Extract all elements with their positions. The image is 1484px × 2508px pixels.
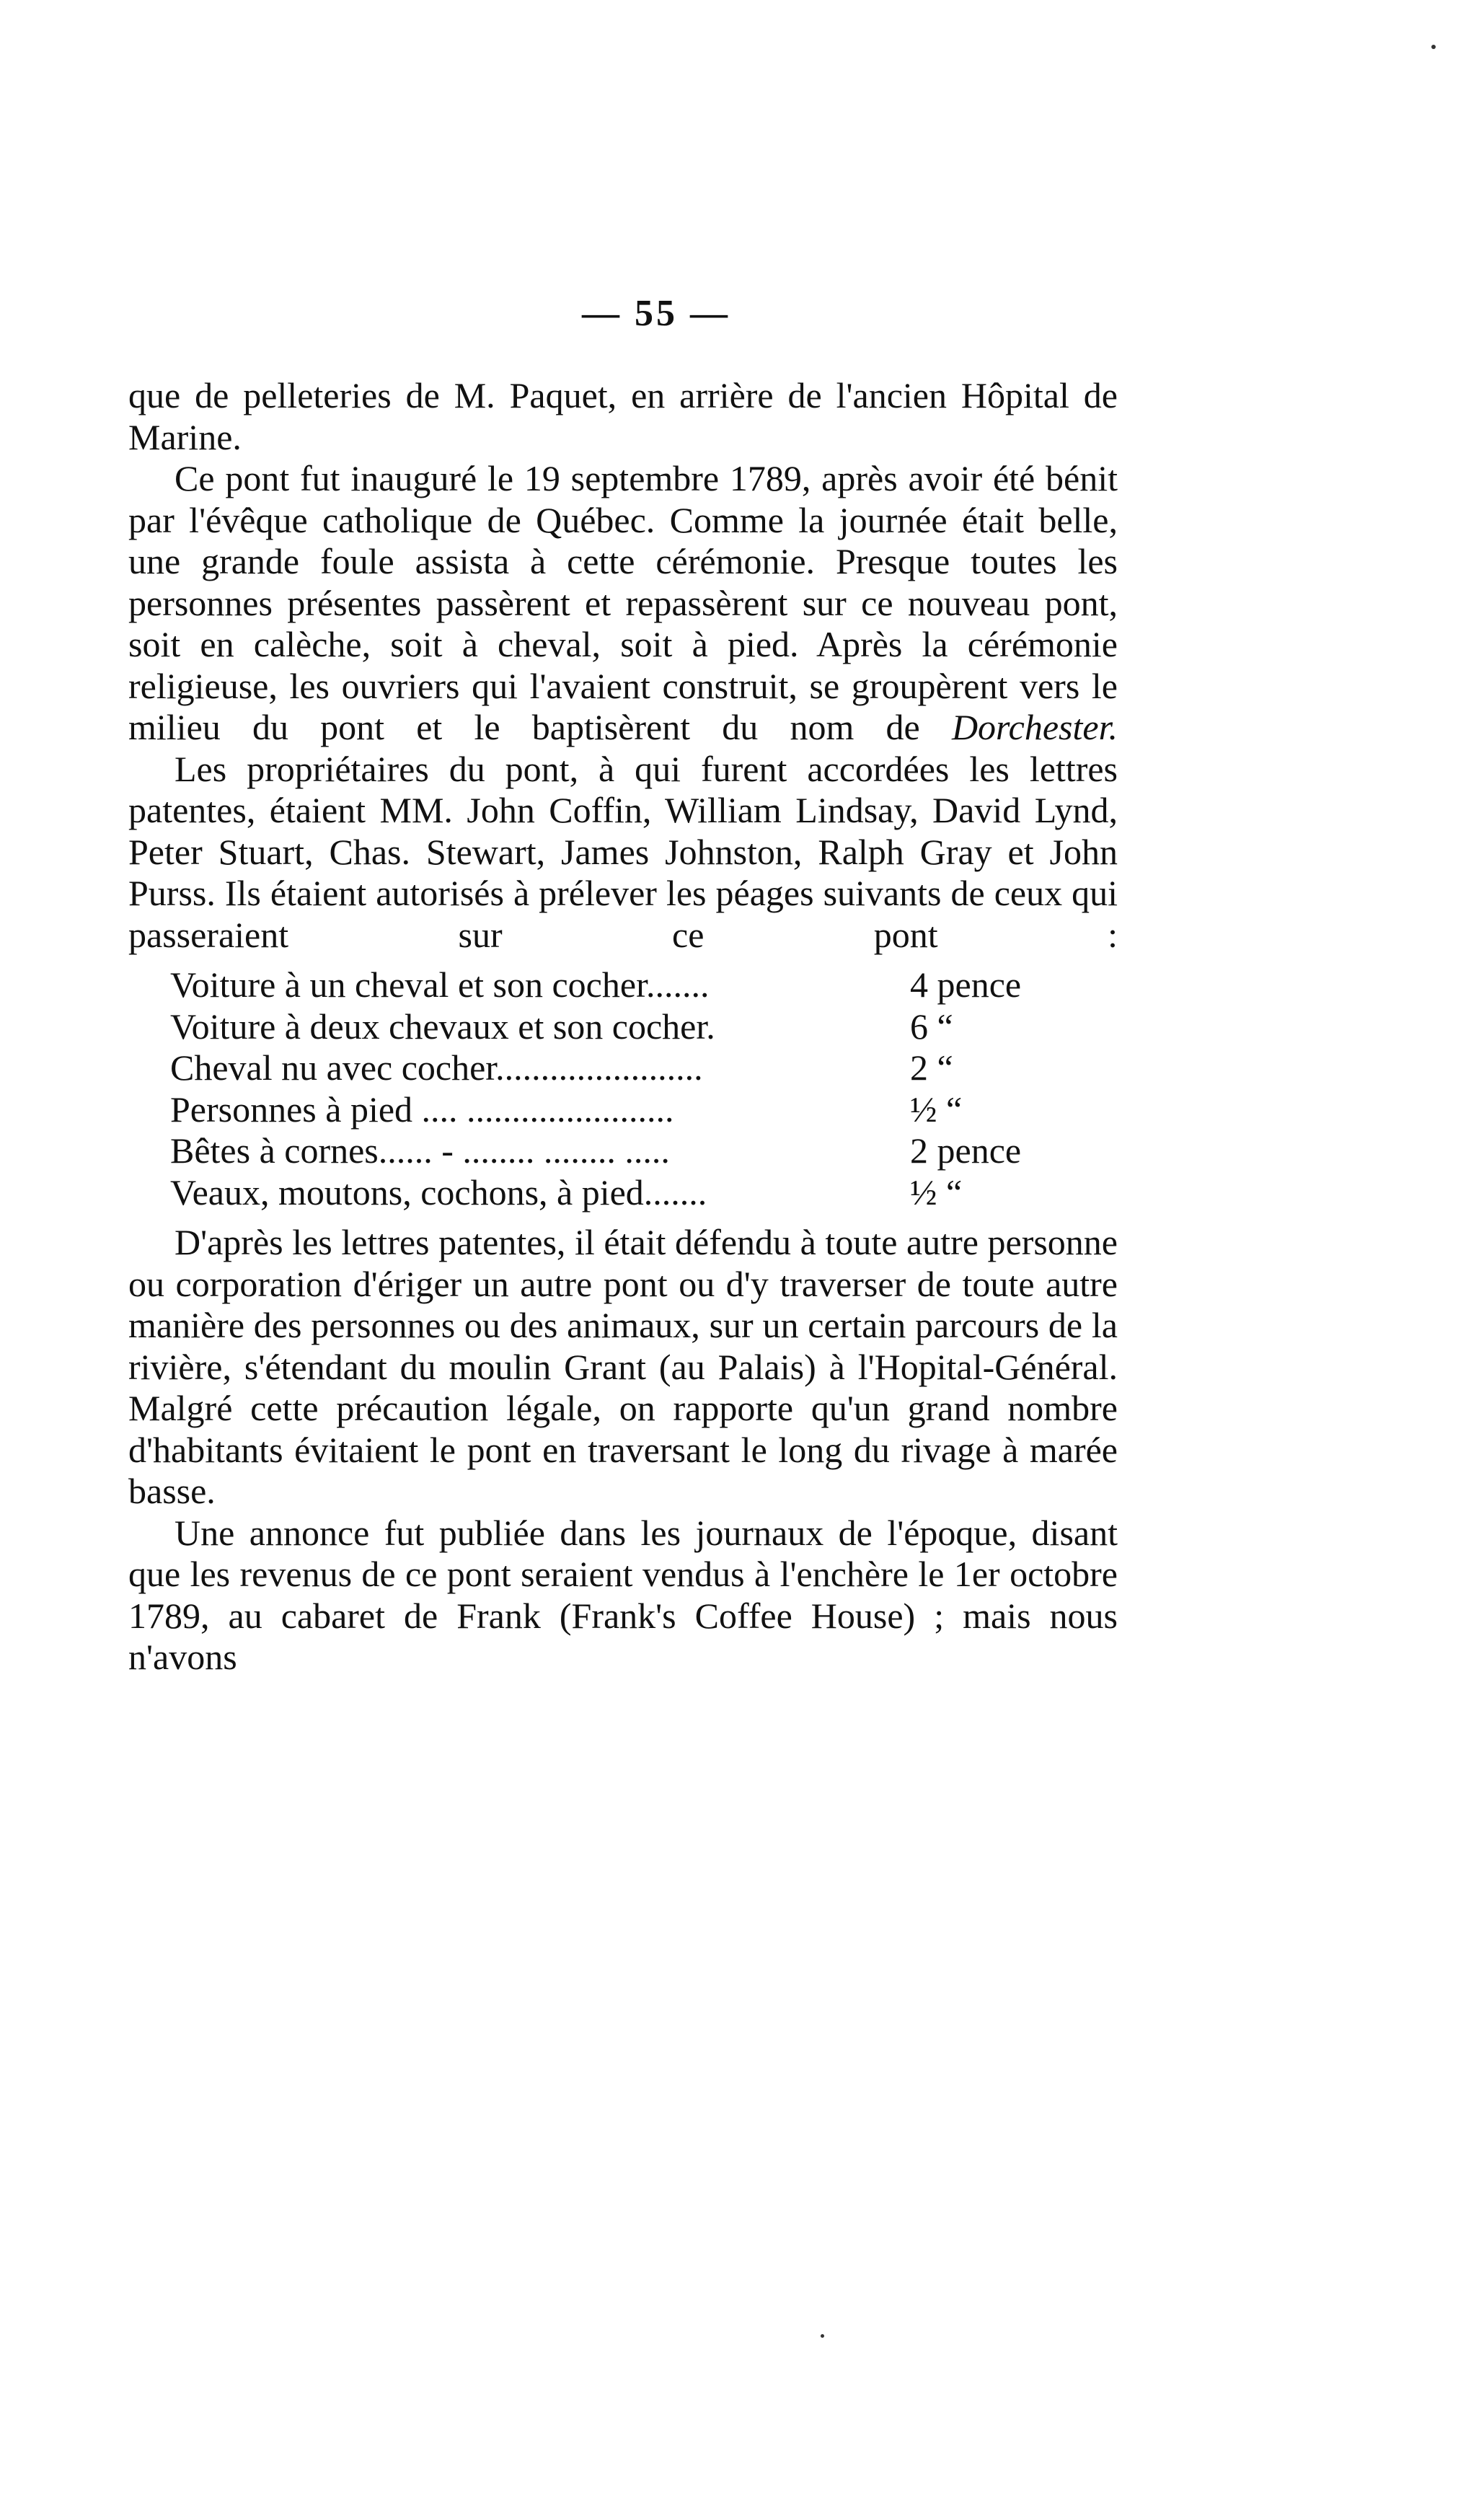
toll-row xyxy=(170,1089,1093,1131)
paragraph-2 xyxy=(128,458,1118,749)
toll-row xyxy=(170,1006,1093,1048)
toll-item: Personnes à pied .... ....................... xyxy=(170,1088,674,1130)
toll-row xyxy=(170,964,1093,1006)
toll-item: Veaux, moutons, cochons, à pied....... xyxy=(170,1171,707,1213)
paper-speck xyxy=(1431,45,1436,49)
toll-price: 6 “ xyxy=(910,1006,953,1047)
toll-price: ½ “ xyxy=(910,1171,963,1213)
toll-price: 2 “ xyxy=(910,1047,953,1088)
toll-row xyxy=(170,1047,1093,1089)
toll-price: 2 pence xyxy=(910,1130,1022,1171)
toll-item: Bêtes à cornes...... - ........ ........ ..... xyxy=(170,1130,670,1171)
paragraph-2-text: Ce pont fut inauguré le 19 septembre 1789, après avoir été bénit par l'évêque catholique de Québec. Comme la journée était belle, une grande foule assista à cette cérémonie. Presque toutes les personnes présentes passèrent et repassèrent sur ce nouveau pont, soit en calèche, soit à cheval, soit à pied. Après la cérémonie religieuse, les ouvriers qui l'avaient construit, se groupèrent vers le milieu du pont et le baptisèrent du nom de xyxy=(128,458,1118,747)
paragraph-1: que de pelleteries de M. Paquet, en arrière de l'ancien Hôpital de Marine. xyxy=(128,375,1118,457)
page-body xyxy=(128,375,1118,1678)
toll-item: Voiture à un cheval et son cocher....... xyxy=(170,964,710,1005)
paragraph-4: D'après les lettres patentes, il était défendu à toute autre personne ou corporation d'ériger un autre pont ou d'y traverser de toute autre manière des personnes ou des animaux, sur un certain parcours de la rivière, s'étendant du moulin Grant (au Palais) à l'Hopital-Général. Malgré cette précaution légale, on rapporte qu'un grand nombre d'habitants évitaient le pont en traversant le long du rivage à marée basse. xyxy=(128,1222,1118,1511)
paper-speck xyxy=(821,2334,824,2338)
paragraph-5: Une annonce fut publiée dans les journaux de l'époque, disant que les revenus de ce pont seraient vendus à l'enchère le 1er octobre 1789, au cabaret de Frank (Frank's Coffee House) ; mais nous n'avons xyxy=(128,1512,1118,1677)
page-number: — 55 — xyxy=(582,293,730,334)
toll-item: Cheval nu avec cocher....................... xyxy=(170,1047,703,1088)
toll-row xyxy=(170,1130,1093,1172)
toll-table xyxy=(170,964,1093,1213)
toll-price: ½ “ xyxy=(910,1088,963,1130)
toll-row xyxy=(170,1172,1093,1214)
toll-item: Voiture à deux chevaux et son cocher. xyxy=(170,1006,715,1047)
toll-price: 4 pence xyxy=(910,964,1022,1005)
bridge-name: Dorchester. xyxy=(951,707,1118,747)
paragraph-3: Les propriétaires du pont, à qui furent accordées les lettres patentes, étaient MM. John Coffin, William Lindsay, David Lynd, Peter Stuart, Chas. Stewart, James Johnston, Ralph Gray et John Purss. Ils étaient autorisés à prélever les péages suivants de ceux qui passeraient sur ce pont : xyxy=(128,748,1118,955)
